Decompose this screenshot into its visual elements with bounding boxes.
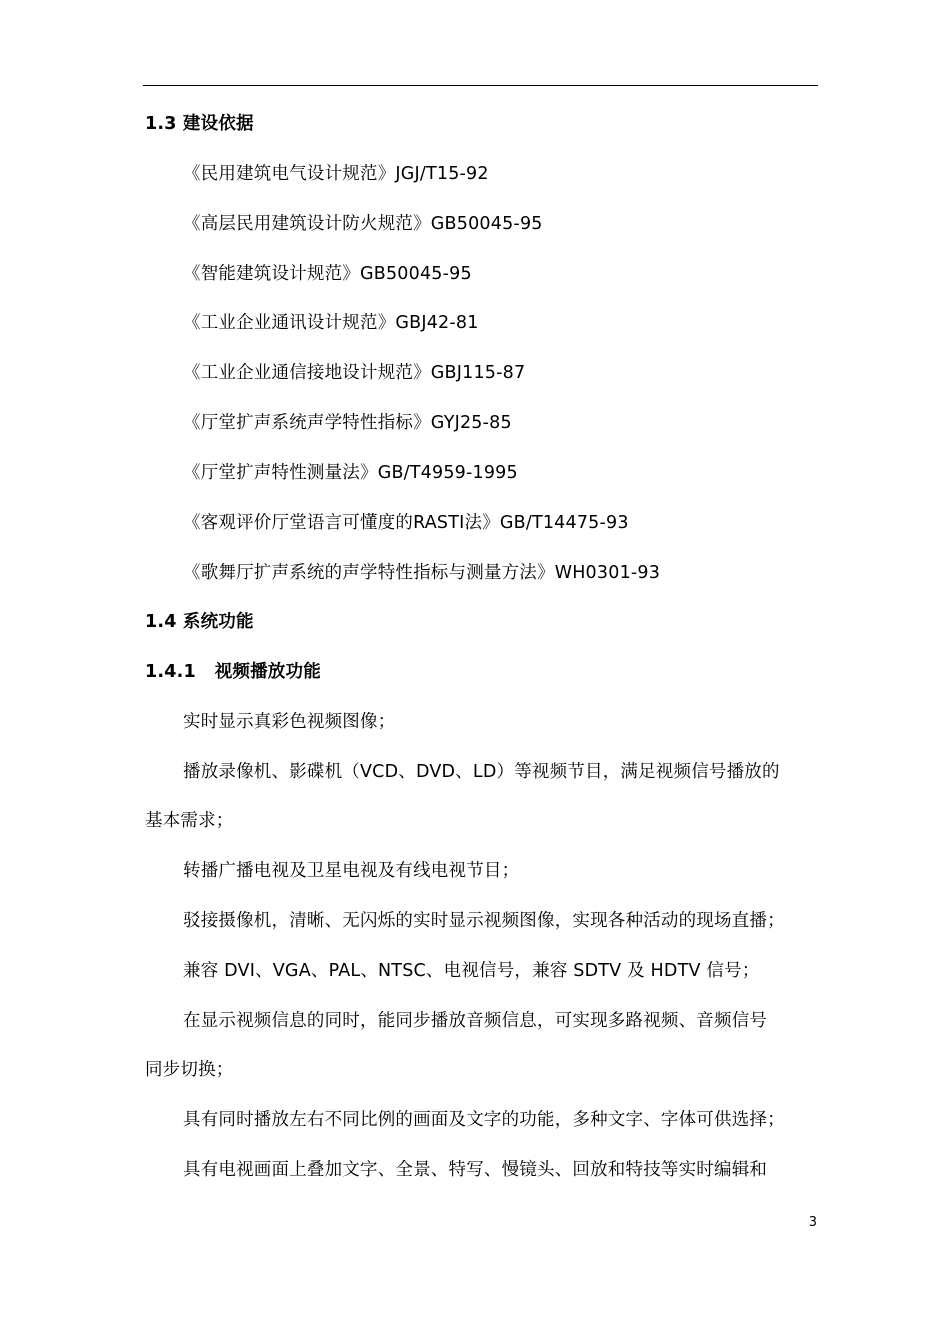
page-number: 3: [808, 1215, 817, 1230]
body-line: 在显示视频信息的同时，能同步播放音频信息，可实现多路视频、音频信号: [183, 1011, 768, 1031]
section-heading-1-3: 1.3 建设依据: [145, 114, 254, 134]
standard-item: 《厅堂扩声系统声学特性指标》GYJ25-85: [183, 413, 512, 433]
body-line-continuation: 基本需求；: [145, 811, 234, 831]
body-line: 转播广播电视及卫星电视及有线电视节目；: [183, 861, 520, 881]
body-line: 具有电视画面上叠加文字、全景、特写、慢镜头、回放和特技等实时编辑和: [183, 1160, 768, 1180]
section-heading-1-4: 1.4 系统功能: [145, 612, 254, 632]
body-line: 播放录像机、影碟机（VCD、DVD、LD）等视频节目，满足视频信号播放的: [183, 762, 780, 782]
standard-item: 《歌舞厅扩声系统的声学特性指标与测量方法》WH0301-93: [183, 563, 661, 583]
body-line: 实时显示真彩色视频图像；: [183, 712, 396, 732]
subsection-heading-1-4-1: 1.4.1 视频播放功能: [145, 662, 321, 682]
standard-item: 《民用建筑电气设计规范》JGJ/T15-92: [183, 164, 489, 184]
body-line: 兼容 DVI、VGA、PAL、NTSC、电视信号，兼容 SDTV 及 HDTV 信号；: [183, 961, 760, 981]
body-line: 驳接摄像机，清晰、无闪烁的实时显示视频图像，实现各种活动的现场直播；: [183, 911, 785, 931]
body-line-continuation: 同步切换；: [145, 1060, 234, 1080]
standard-item: 《工业企业通信接地设计规范》GBJ115-87: [183, 363, 526, 383]
header-rule: [143, 85, 818, 86]
body-line: 具有同时播放左右不同比例的画面及文字的功能，多种文字、字体可供选择；: [183, 1110, 785, 1130]
standard-item: 《智能建筑设计规范》GB50045-95: [183, 264, 472, 284]
standard-item: 《厅堂扩声特性测量法》GB/T4959-1995: [183, 463, 518, 483]
standard-item: 《客观评价厅堂语言可懂度的RASTI法》GB/T14475-93: [183, 513, 629, 533]
standard-item: 《高层民用建筑设计防火规范》GB50045-95: [183, 214, 543, 234]
standard-item: 《工业企业通讯设计规范》GBJ42-81: [183, 313, 479, 333]
